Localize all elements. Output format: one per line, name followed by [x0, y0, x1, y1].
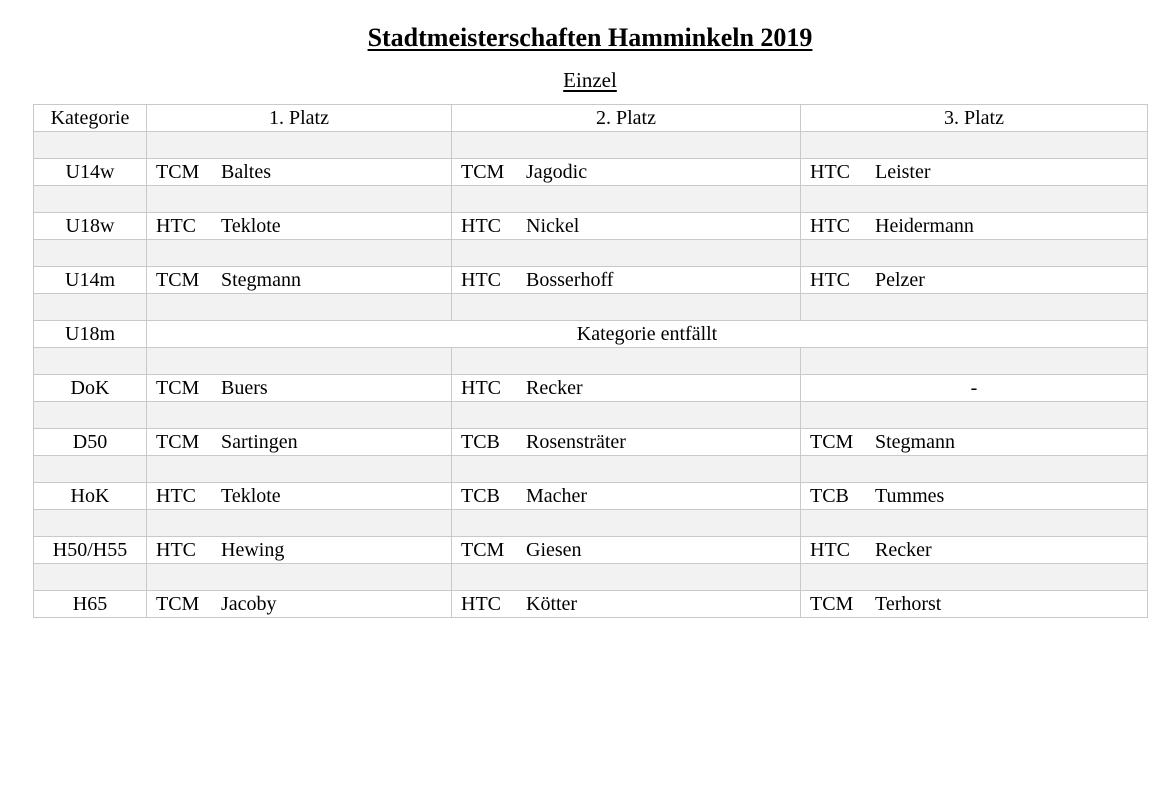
spacer-cell [147, 132, 452, 159]
cell-p3 [801, 429, 1148, 456]
spacer-cell [452, 186, 801, 213]
spacer-cell [801, 186, 1148, 213]
club-code: HTC [461, 269, 501, 291]
spacer-cell [34, 402, 147, 429]
spacer-row [34, 510, 1148, 537]
cell-p3-empty: - [801, 375, 1148, 402]
club-code: TCM [156, 269, 200, 291]
table-row [34, 159, 1148, 186]
spacer-row [34, 240, 1148, 267]
table-row [34, 537, 1148, 564]
spacer-row [34, 564, 1148, 591]
cell-p2 [452, 267, 801, 294]
cell-p2 [452, 213, 801, 240]
cell-p2 [452, 429, 801, 456]
club-code: HTC [156, 539, 196, 561]
category-cell: H50/H55 [34, 537, 147, 564]
cell-p1 [147, 591, 452, 618]
category-cell: H65 [34, 591, 147, 618]
player-name: Buers [221, 377, 268, 399]
spacer-cell [801, 510, 1148, 537]
club-code: HTC [810, 161, 850, 183]
spacer-cell [34, 456, 147, 483]
table-row [34, 429, 1148, 456]
spacer-row [34, 294, 1148, 321]
club-code: HTC [810, 269, 850, 291]
spacer-cell [147, 240, 452, 267]
table-row [34, 321, 1148, 348]
header-kategorie: Kategorie [34, 105, 147, 132]
spacer-cell [801, 456, 1148, 483]
results-table [33, 104, 1148, 618]
player-name: Bosserhoff [526, 269, 614, 291]
club-code: HTC [156, 485, 196, 507]
cell-p2 [452, 159, 801, 186]
player-name: Jagodic [526, 161, 588, 183]
player-name: Sartingen [221, 431, 298, 453]
spacer-cell [452, 132, 801, 159]
category-cell: U18m [34, 321, 147, 348]
category-cell: HoK [34, 483, 147, 510]
club-code: TCM [810, 593, 854, 615]
cell-p2 [452, 537, 801, 564]
player-name: Recker [526, 377, 583, 399]
cell-p1 [147, 483, 452, 510]
spacer-row [34, 132, 1148, 159]
club-code: TCM [461, 161, 505, 183]
spacer-row [34, 402, 1148, 429]
spacer-cell [34, 348, 147, 375]
club-code: HTC [810, 539, 850, 561]
player-name: Kötter [526, 593, 578, 615]
cell-p3 [801, 159, 1148, 186]
cell-p1 [147, 267, 452, 294]
cell-p1 [147, 375, 452, 402]
category-note: Kategorie entfällt [147, 321, 1148, 348]
player-name: Tummes [875, 485, 945, 507]
player-name: Recker [875, 539, 932, 561]
cell-p3 [801, 213, 1148, 240]
cell-p1 [147, 537, 452, 564]
player-name: Teklote [221, 485, 281, 507]
cell-p3 [801, 267, 1148, 294]
spacer-cell [801, 402, 1148, 429]
cell-p3 [801, 591, 1148, 618]
club-code: HTC [810, 215, 850, 237]
player-name: Terhorst [875, 593, 942, 615]
table-row [34, 591, 1148, 618]
category-cell: DoK [34, 375, 147, 402]
cell-p3 [801, 537, 1148, 564]
table-row [34, 375, 1148, 402]
category-cell: D50 [34, 429, 147, 456]
spacer-row [34, 186, 1148, 213]
spacer-cell [147, 348, 452, 375]
spacer-cell [34, 294, 147, 321]
spacer-cell [801, 564, 1148, 591]
spacer-cell [147, 402, 452, 429]
spacer-cell [147, 294, 452, 321]
player-name: Macher [526, 485, 588, 507]
player-name: Nickel [526, 215, 580, 237]
club-code: TCM [461, 539, 505, 561]
cell-p1 [147, 429, 452, 456]
player-name: Hewing [221, 539, 285, 561]
club-code: HTC [461, 593, 501, 615]
player-name: Stegmann [875, 431, 955, 453]
spacer-cell [452, 294, 801, 321]
spacer-cell [801, 294, 1148, 321]
table-row [34, 483, 1148, 510]
category-cell: U14w [34, 159, 147, 186]
player-name: Pelzer [875, 269, 925, 291]
player-name: Stegmann [221, 269, 301, 291]
club-code: TCB [461, 485, 500, 507]
header-platz-3: 3. Platz [801, 105, 1148, 132]
spacer-row [34, 348, 1148, 375]
spacer-cell [801, 348, 1148, 375]
club-code: TCM [156, 161, 200, 183]
spacer-cell [452, 510, 801, 537]
spacer-cell [452, 402, 801, 429]
cell-p2 [452, 375, 801, 402]
club-code: TCB [810, 485, 849, 507]
player-name: Teklote [221, 215, 281, 237]
club-code: HTC [461, 377, 501, 399]
spacer-cell [34, 240, 147, 267]
club-code: TCM [156, 593, 200, 615]
results-table-body [34, 105, 1148, 618]
player-name: Leister [875, 161, 931, 183]
spacer-cell [147, 510, 452, 537]
spacer-cell [34, 132, 147, 159]
cell-p2 [452, 591, 801, 618]
spacer-cell [34, 186, 147, 213]
category-cell: U14m [34, 267, 147, 294]
spacer-cell [34, 510, 147, 537]
spacer-cell [452, 456, 801, 483]
page-title: Stadtmeisterschaften Hamminkeln 2019 [367, 23, 813, 52]
player-name: Jacoby [221, 593, 277, 615]
cell-p2 [452, 483, 801, 510]
club-code: HTC [156, 215, 196, 237]
club-code: TCM [810, 431, 854, 453]
player-name: Giesen [526, 539, 582, 561]
spacer-cell [452, 240, 801, 267]
club-code: TCM [156, 431, 200, 453]
player-name: Heidermann [875, 215, 974, 237]
spacer-cell [147, 456, 452, 483]
spacer-cell [147, 564, 452, 591]
spacer-cell [801, 240, 1148, 267]
header-row [34, 105, 1148, 132]
spacer-cell [452, 564, 801, 591]
page-subtitle: Einzel [563, 68, 617, 92]
header-platz-1: 1. Platz [147, 105, 452, 132]
spacer-cell [801, 132, 1148, 159]
spacer-cell [147, 186, 452, 213]
spacer-row [34, 456, 1148, 483]
cell-p3 [801, 483, 1148, 510]
club-code: HTC [461, 215, 501, 237]
club-code: TCB [461, 431, 500, 453]
header-platz-2: 2. Platz [452, 105, 801, 132]
spacer-cell [452, 348, 801, 375]
cell-p1 [147, 213, 452, 240]
cell-p1 [147, 159, 452, 186]
table-row [34, 213, 1148, 240]
category-cell: U18w [34, 213, 147, 240]
club-code: TCM [156, 377, 200, 399]
player-name: Rosensträter [526, 431, 626, 453]
player-name: Baltes [221, 161, 271, 183]
table-row [34, 267, 1148, 294]
spacer-cell [34, 564, 147, 591]
